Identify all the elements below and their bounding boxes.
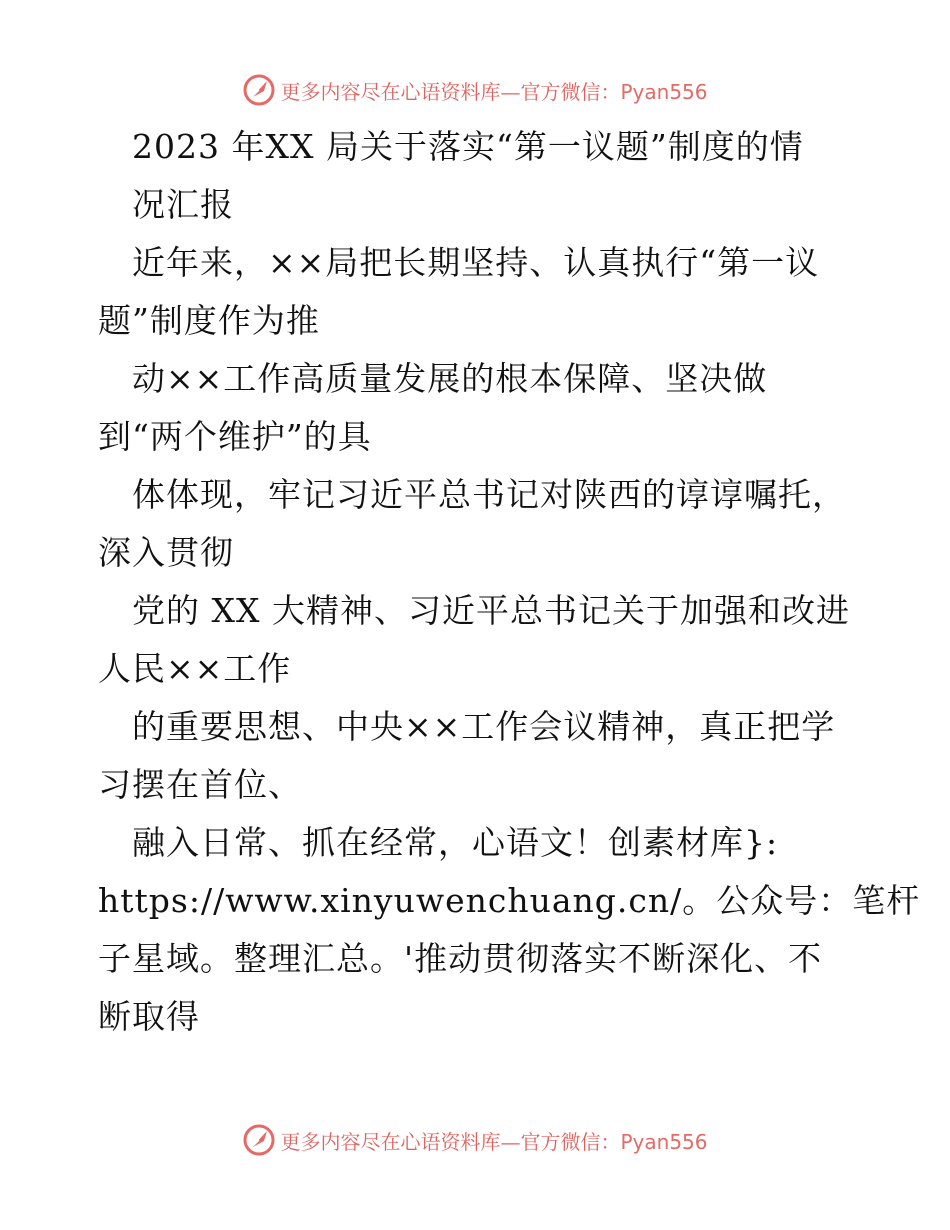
doc-line-6: 到“两个维护”的具 (98, 417, 372, 456)
doc-line-9: 党的 XX 大精神、习近平总书记关于加强和改进 (98, 591, 850, 630)
header-wechat-id: Pyan556 (620, 79, 708, 104)
header-banner-text: 更多内容尽在心语资料库—官方微信：Pyan556 (280, 79, 708, 104)
footer-wechat-id: Pyan556 (620, 1129, 708, 1154)
doc-line-3: 近年来，××局把长期坚持、认真执行“第一议 (98, 243, 820, 282)
doc-line-10: 人民××工作 (98, 649, 292, 688)
doc-line-4: 题”制度作为推 (98, 301, 320, 340)
doc-line-15: 子星域。整理汇总。'推动贯彻落实不断深化、不 (98, 939, 823, 978)
doc-line-title-1: 2023 年XX 局关于落实“第一议题”制度的情 (98, 127, 804, 166)
doc-line-16: 断取得 (98, 997, 200, 1036)
doc-line-title-2: 况汇报 (98, 185, 234, 224)
doc-line-url: https://www.xinyuwenchuang.cn/。公众号：笔杆 (98, 881, 921, 920)
footer-banner (0, 1120, 950, 1160)
quill-logo-icon (242, 1123, 276, 1157)
quill-logo-icon (242, 73, 276, 107)
doc-line-11: 的重要思想、中央××工作会议精神，真正把学 (98, 707, 836, 746)
doc-line-8: 深入贯彻 (98, 533, 234, 572)
doc-line-5: 动××工作高质量发展的根本保障、坚决做 (98, 359, 768, 398)
doc-line-12: 习摆在首位、 (98, 765, 302, 804)
header-banner (0, 70, 950, 110)
doc-line-7: 体体现，牢记习近平总书记对陕西的谆谆嘱托， (98, 475, 846, 514)
doc-line-13: 融入日常、抓在经常，心语文！创素材库}: (98, 823, 779, 862)
footer-banner-text: 更多内容尽在心语资料库—官方微信：Pyan556 (280, 1129, 708, 1154)
